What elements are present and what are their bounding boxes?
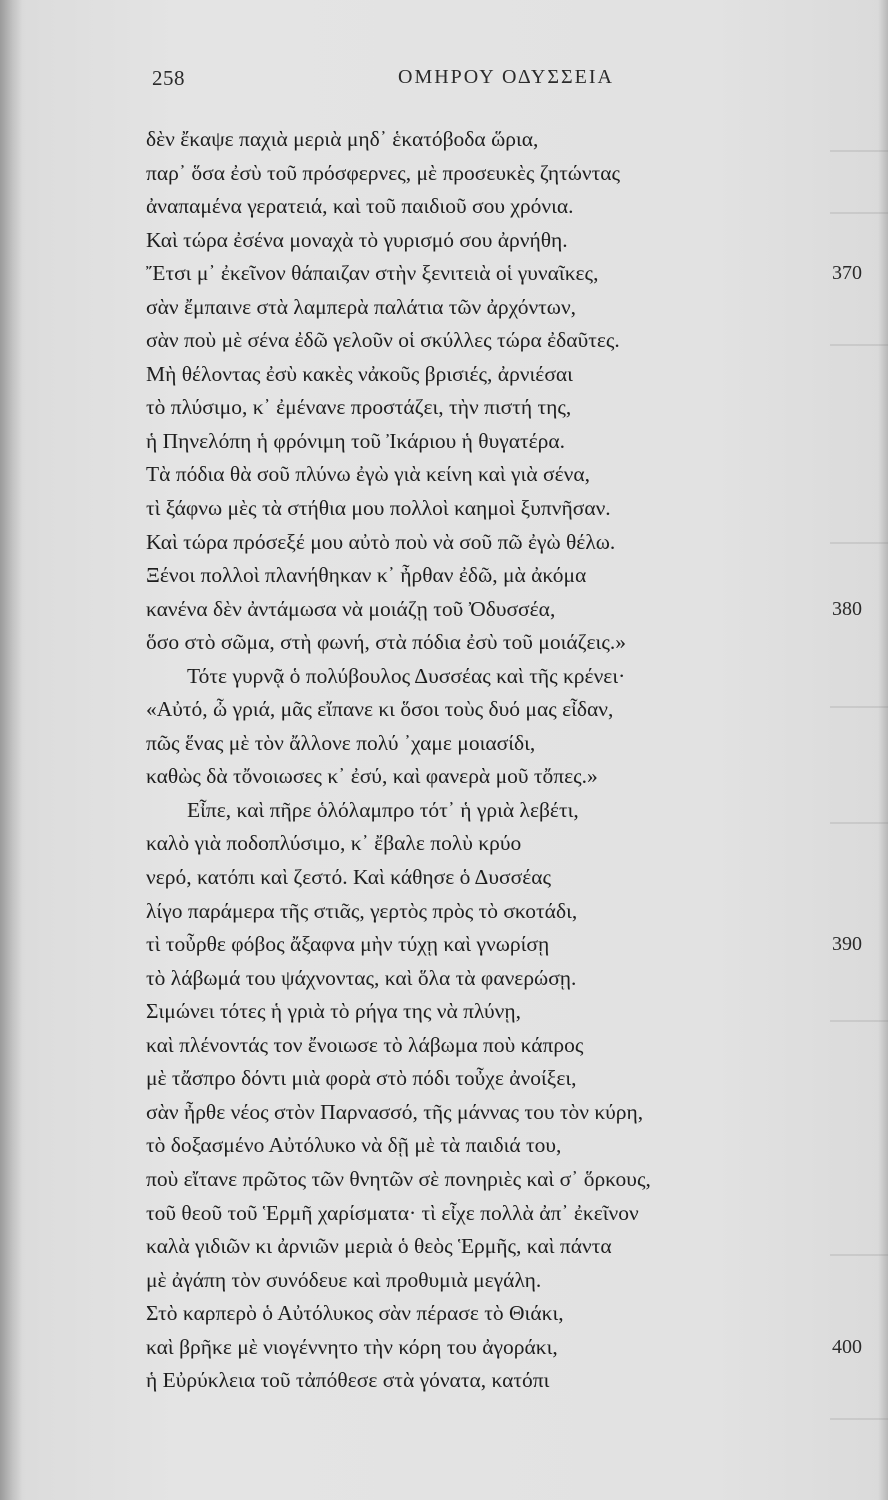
verse-line <box>0 794 888 828</box>
line-number: 390 <box>832 933 862 956</box>
verse-line <box>0 895 888 929</box>
verse-text: καὶ πλένοντάς τον ἔνοιωσε τὸ λάβωμα ποὺ κάπρος <box>146 1032 584 1057</box>
verse-text: καλὰ γιδιῶν κι ἀρνιῶν μεριὰ ὁ θεὸς Ἑρμῆς, καὶ πάντα <box>146 1234 612 1259</box>
verse-line <box>0 1096 888 1130</box>
verse-line <box>0 861 888 895</box>
verse-line <box>0 1129 888 1163</box>
verse-line <box>0 1029 888 1063</box>
verse-line <box>0 559 888 593</box>
verse-text: ὅσο στὸ σῶμα, στὴ φωνή, στὰ πόδια ἐσὺ τοῦ μοιάζεις.» <box>146 630 626 655</box>
verse-text: κανένα δὲν ἀντάμωσα νὰ μοιάζῃ τοῦ Ὀδυσσέα, <box>146 596 556 621</box>
verse-line <box>0 827 888 861</box>
verse-text: ἡ Πηνελόπη ἡ φρόνιμη τοῦ Ἰκάριου ἡ θυγατέρα. <box>146 428 566 453</box>
verse-text: τὶ ξάφνω μὲς τὰ στήθια μου πολλοὶ καημοὶ ξυπνῆσαν. <box>146 496 611 521</box>
verse-text: τὸ πλύσιμο, κ᾽ ἐμένανε προστάζει, τὴν πιστή της, <box>146 395 572 420</box>
verse-text: «Αὐτό, ὦ γριά, μᾶς εἴπανε κι ὅσοι τοὺς δυό μας εἶδαν, <box>146 697 614 722</box>
verse-line <box>0 425 888 459</box>
verse-text: Ἔτσι μ᾽ ἐκεῖνον θάπαιζαν στὴν ξενιτειὰ οἱ γυναῖκες, <box>146 261 599 286</box>
verse-text: Καὶ τώρα πρόσεξέ μου αὐτὸ ποὺ νὰ σοῦ πῶ ἐγὼ θέλω. <box>146 529 616 554</box>
verse-line <box>0 1297 888 1331</box>
verse-line <box>0 1197 888 1231</box>
verse-line <box>0 693 888 727</box>
verse-text: Τὰ πόδια θὰ σοῦ πλύνω ἐγὼ γιὰ κείνη καὶ γιὰ σένα, <box>146 462 590 487</box>
verse-line <box>0 962 888 996</box>
verse-line <box>0 995 888 1029</box>
verse-line <box>0 593 888 627</box>
verse-line <box>0 324 888 358</box>
verse-text: ἀναπαμένα γερατειά, καὶ τοῦ παιδιοῦ σου χρόνια. <box>146 194 574 219</box>
verse-text: λίγο παράμερα τῆς στιᾶς, γερτὸς πρὸς τὸ σκοτάδι, <box>146 898 578 923</box>
verse-text: σὰν ἔμπαινε στὰ λαμπερὰ παλάτια τῶν ἀρχόντων, <box>146 294 577 319</box>
verse-text: Καὶ τώρα ἐσένα μοναχὰ τὸ γυρισμό σου ἀρνήθη. <box>146 227 568 252</box>
verse-line <box>0 1264 888 1298</box>
verse-line <box>0 727 888 761</box>
verse-line <box>0 458 888 492</box>
verse-line <box>0 526 888 560</box>
verse-line <box>0 760 888 794</box>
verse-line <box>0 190 888 224</box>
running-title: ΟΜΗΡΟΥ ΟΔΥΣΣΕΙΑ <box>398 66 614 88</box>
verse-line <box>0 928 888 962</box>
verse-text: καθὼς δὰ τὄνοιωσες κ᾽ ἐσύ, καὶ φανερὰ μοῦ τὄπες.» <box>146 764 598 789</box>
verse-text: τὸ λάβωμά του ψάχνοντας, καὶ ὅλα τὰ φανερώσῃ. <box>146 965 577 990</box>
verse-text: Μὴ θέλοντας ἐσὺ κακὲς νἀκοῦς βρισιές, ἀρνιέσαι <box>146 361 573 386</box>
line-number: 400 <box>832 1335 862 1358</box>
verse-line <box>0 1364 888 1398</box>
verse-line <box>0 626 888 660</box>
verse-text: μὲ ἀγάπη τὸν συνόδευε καὶ προθυμιὰ μεγάλη. <box>146 1267 542 1292</box>
page-header <box>0 66 888 96</box>
verse-line <box>0 1062 888 1096</box>
verse-text: πῶς ἕνας μὲ τὸν ἄλλονε πολύ ᾽χαμε μοιασίδι, <box>146 730 536 755</box>
verse-text: καλὸ γιὰ ποδοπλύσιμο, κ᾽ ἔβαλε πολὺ κρύο <box>146 831 522 856</box>
verse-line <box>0 123 888 157</box>
line-number: 380 <box>832 597 862 620</box>
verse-line <box>0 224 888 258</box>
verse-line <box>0 1331 888 1365</box>
verse-text: τὶ τοὖρθε φόβος ἄξαφνα μὴν τύχῃ καὶ γνωρίσῃ <box>146 932 550 957</box>
verse-line <box>0 391 888 425</box>
verse-line <box>0 492 888 526</box>
verse-line <box>0 1163 888 1197</box>
verse-text: νερό, κατόπι καὶ ζεστό. Καὶ κάθησε ὁ Δυσσέας <box>146 865 552 890</box>
verse-text: δὲν ἔκαψε παχιὰ μεριὰ μηδ᾽ ἑκατόβοδα ὥρια, <box>146 127 539 151</box>
verse-text: παρ᾽ ὅσα ἐσὺ τοῦ πρόσφερνες, μὲ προσευκὲς ζητώντας <box>146 160 621 185</box>
verse-line <box>0 157 888 191</box>
verse-text: σὰν ποὺ μὲ σένα ἐδῶ γελοῦν οἱ σκύλλες τώρα ἐδαῦτες. <box>146 328 620 353</box>
verse-text: ἡ Εὐρύκλεια τοῦ τἀπόθεσε στὰ γόνατα, κατόπι <box>146 1368 550 1393</box>
verse-text: ποὺ εἴτανε πρῶτος τῶν θνητῶν σὲ πονηριὲς καὶ σ᾽ ὅρκους, <box>146 1166 651 1191</box>
line-number: 370 <box>832 262 862 285</box>
verse-text: καὶ βρῆκε μὲ νιογέννητο τὴν κόρη του ἀγοράκι, <box>146 1334 558 1359</box>
verse-line <box>0 358 888 392</box>
verse-line <box>0 1230 888 1264</box>
poem-text <box>0 123 888 1398</box>
verse-text: Τότε γυρνᾷ ὁ πολύβουλος Δυσσέας καὶ τῆς κρένει· <box>187 663 626 688</box>
verse-text: Στὸ καρπερὸ ὁ Αὐτόλυκος σὰν πέρασε τὸ Θιάκι, <box>146 1301 564 1326</box>
verse-line <box>0 257 888 291</box>
verse-text: τὸ δοξασμένο Αὐτόλυκο νὰ δῇ μὲ τὰ παιδιά του, <box>146 1133 562 1158</box>
verse-line <box>0 291 888 325</box>
verse-text: Εἶπε, καὶ πῆρε ὁλόλαμπρο τότ᾽ ἡ γριὰ λεβέτι, <box>187 797 579 822</box>
page-number: 258 <box>152 66 185 90</box>
verse-line <box>0 660 888 694</box>
verse-text: Σιμώνει τότες ἡ γριὰ τὸ ρήγα της νὰ πλύνῃ, <box>146 999 521 1024</box>
verse-text: σὰν ἦρθε νέος στὸν Παρνασσό, τῆς μάννας του τὸν κύρη, <box>146 1099 644 1124</box>
verse-text: μὲ τἄσπρο δόντι μιὰ φορὰ στὸ πόδι τοὖχε ἀνοίξει, <box>146 1066 577 1091</box>
verse-text: Ξένοι πολλοὶ πλανήθηκαν κ᾽ ἦρθαν ἐδῶ, μὰ ἀκόμα <box>146 563 587 588</box>
verse-text: τοῦ θεοῦ τοῦ Ἑρμῆ χαρίσματα· τὶ εἶχε πολλὰ ἀπ᾽ ἐκεῖνον <box>146 1200 639 1225</box>
